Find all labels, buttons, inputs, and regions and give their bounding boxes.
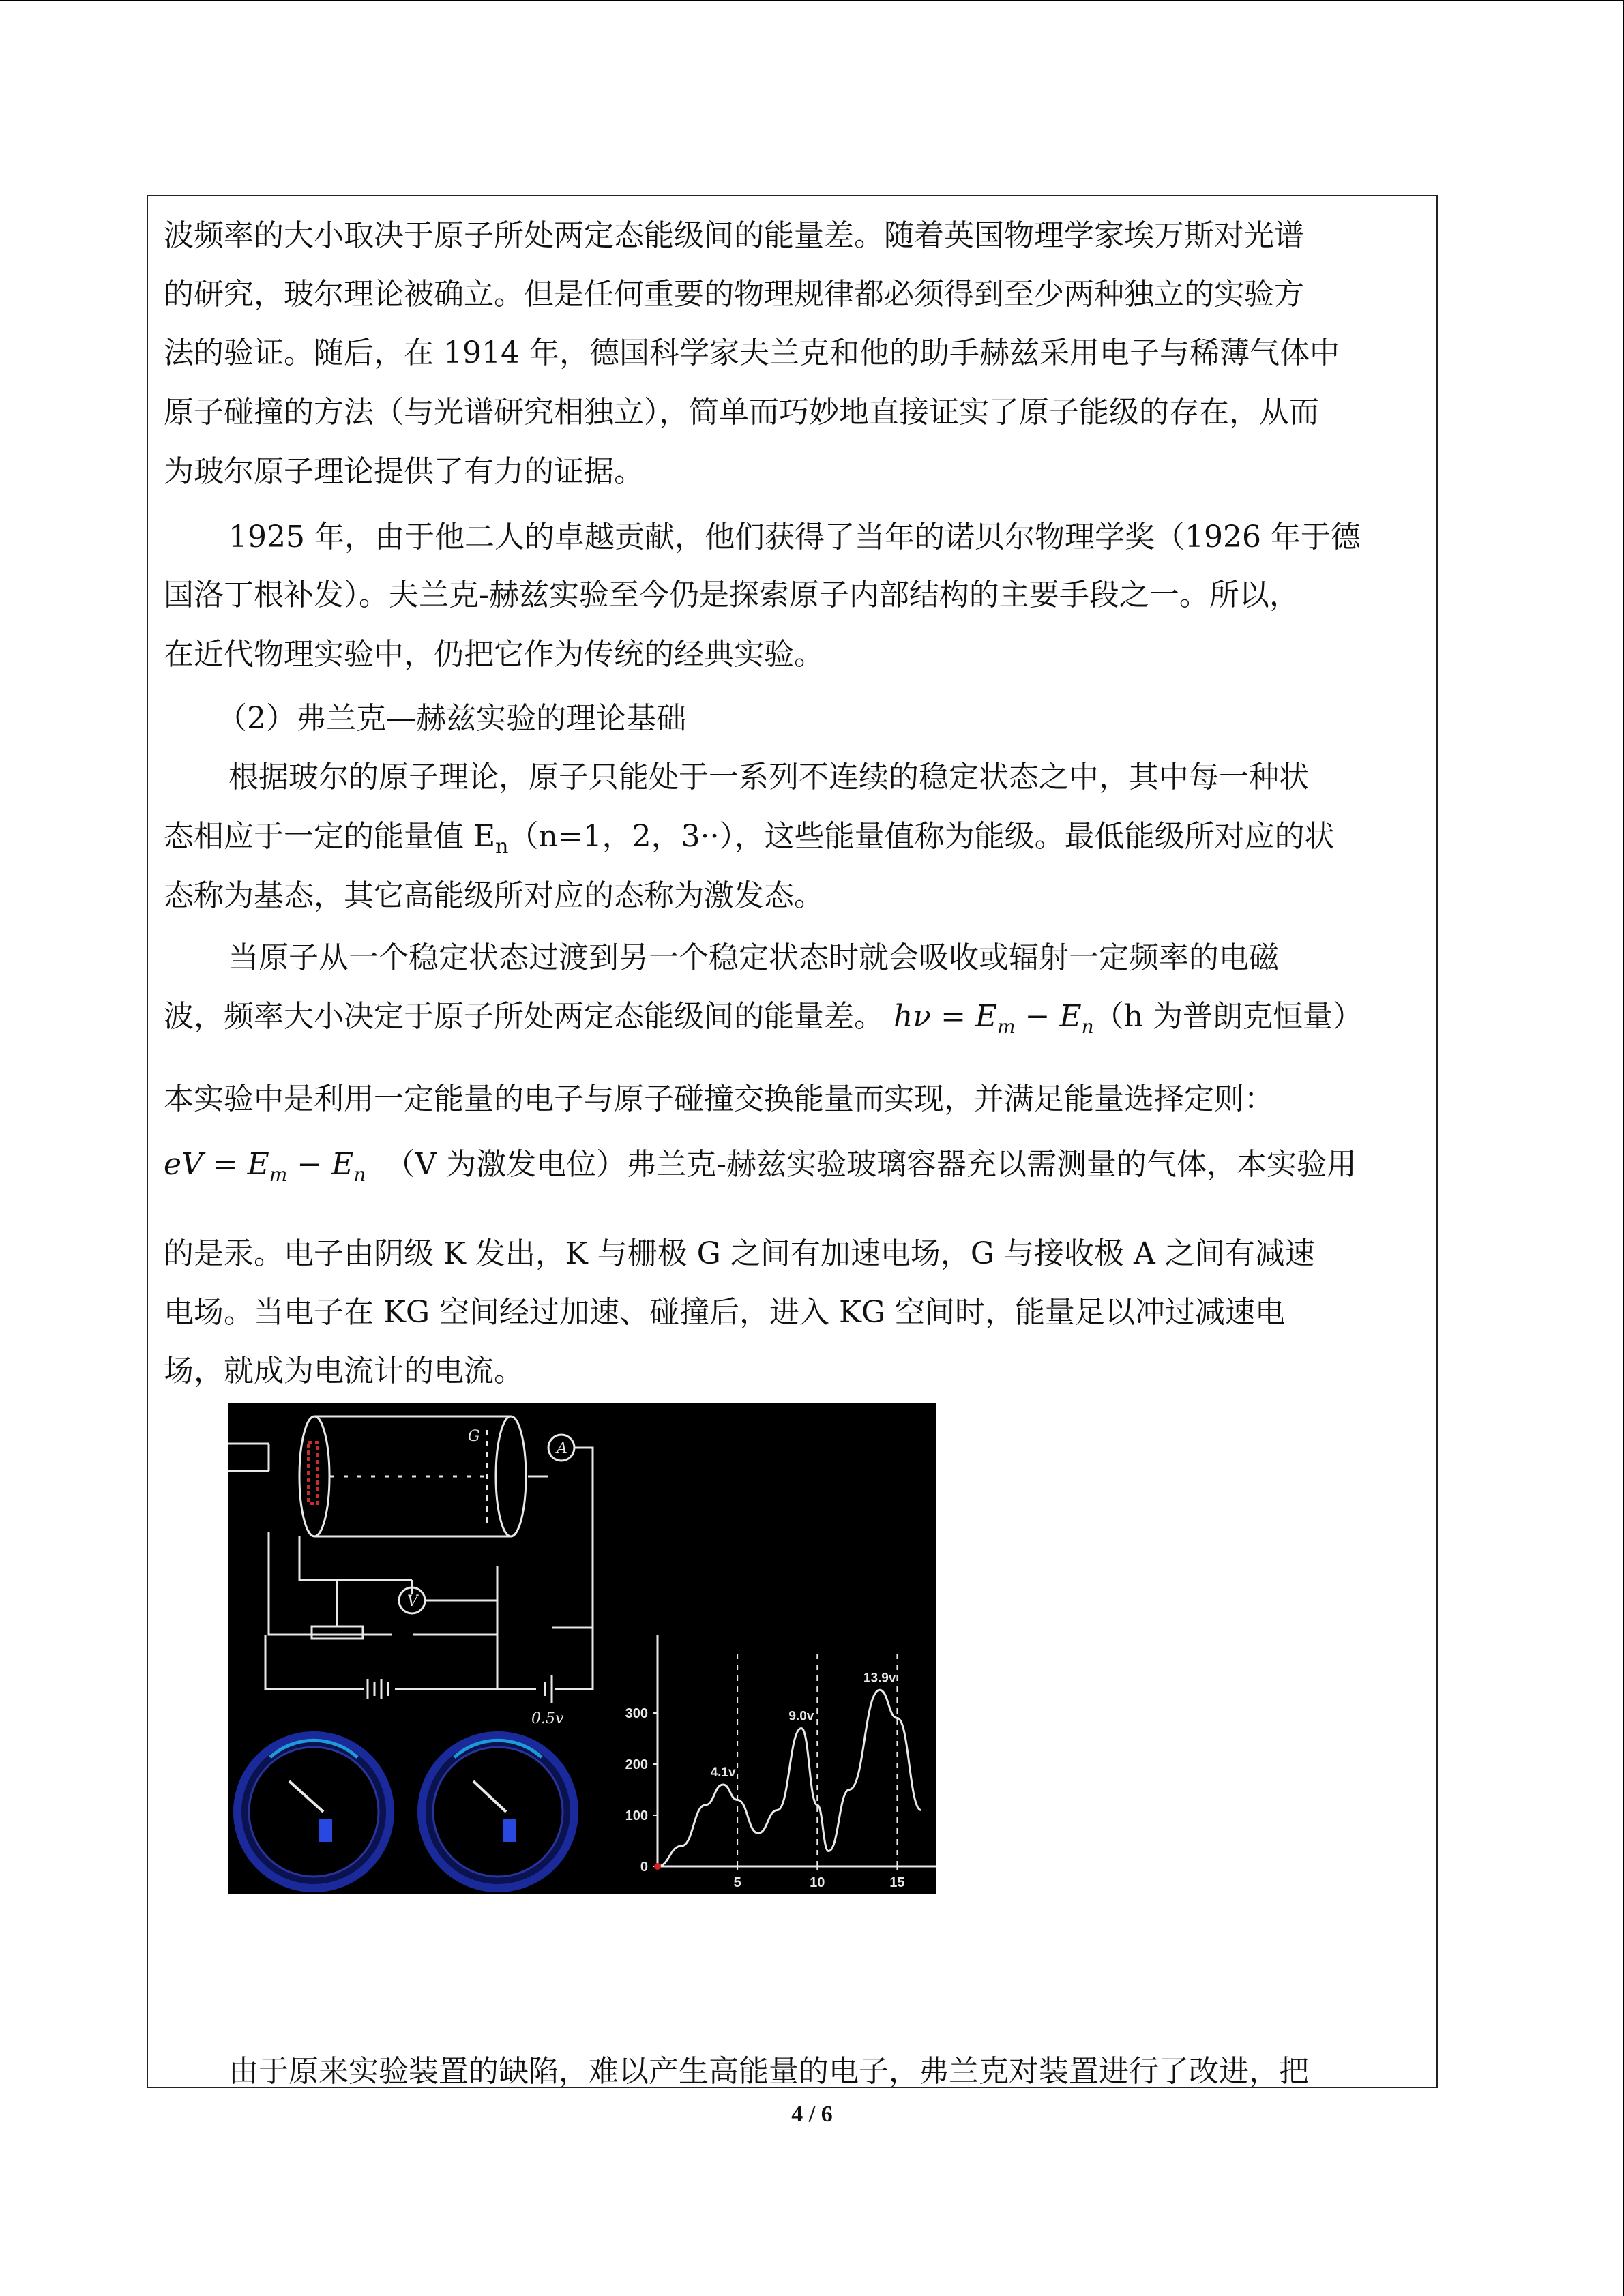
text-line: 法的验证。随后，在 1914 年，德国科学家夫兰克和他的助手赫兹采用电子与稀薄气体中 [164,336,1340,370]
page-number: 4 / 6 [791,2102,833,2127]
text-line: 态称为基态，其它高能级所对应的态称为激发态。 [164,878,824,913]
text-segment: 波，频率大小决定于原子所处两定态能级间的能量差。 [164,999,884,1034]
tube-right-end [496,1416,526,1536]
text-line: 本实验中是利用一定能量的电子与原子碰撞交换能量而实现，并满足能量选择定则： [164,1082,1274,1116]
text-line [164,995,1363,1049]
wire [269,1532,497,1635]
text-line: 国洛丁根补发）。夫兰克-赫兹实验至今仍是探索原子内部结构的主要手段之一。所以， [164,578,1299,612]
franck-hertz-curve-chart [625,1635,936,1890]
text-line: 的是汞。电子由阴级 K 发出，K 与栅极 G 之间有加速电场，G 与接收极 A 之间有减速 [164,1236,1315,1271]
filament [308,1442,318,1504]
figure-svg [228,1403,936,1894]
text-line: 场，就成为电流计的电流。 [164,1354,524,1388]
text-line: 在近代物理实验中，仍把它作为传统的经典实验。 [164,637,824,672]
y-tick-label: 300 [625,1706,648,1721]
wire [552,1448,593,1628]
text-line: 当原子从一个稳定状态过渡到另一个稳定状态时就会吸收或辐射一定频率的电磁 [228,940,1279,975]
y-tick-label: 200 [625,1757,648,1772]
page-top-border [0,0,1624,1]
label-a: A [557,1440,567,1457]
battery-small [497,1628,593,1703]
peak-label: 9.0v [788,1709,814,1724]
x-tick-label: 5 [733,1875,741,1890]
y-tick-label: 0 [640,1860,648,1875]
text-line [164,1143,1357,1197]
rheostat [312,1626,363,1639]
text-line: 由于原来实验装置的缺陷，难以产生高能量的电子，弗兰克对装置进行了改进，把 [228,2054,1309,2089]
text-segment: （h 为普朗克恒量） [1093,999,1363,1034]
text-segment: 态相应于一定的能量值 E [164,819,496,854]
label-g: G [468,1428,480,1445]
text-line: 的研究，玻尔理论被确立。但是任何重要的物理规律都必须得到至少两种独立的实验方 [164,277,1304,312]
text-line: 波频率的大小取决于原子所处两定态能级间的能量差。随着英国物理学家埃万斯对光谱 [164,218,1304,253]
y-tick-label: 100 [625,1808,648,1823]
label-voltage: 0.5v [531,1710,564,1727]
battery-main [368,1679,388,1699]
apparatus-diagram [228,1416,593,1703]
text-segment: （V 为激发电位）弗兰克-赫兹实验玻璃容器充以需测量的气体，本实验用 [385,1147,1357,1182]
text-segment: （n=1，2，3··），这些能量值称为能级。最低能级所对应的状 [508,819,1335,854]
formula-energy-freq: $h\nu = E_m - E_n$ [894,999,1094,1038]
formula-excitation: eV = $E_m - E_n$ [164,1147,366,1186]
label-v: V [407,1593,418,1610]
tube-left-end [299,1416,329,1536]
battery-left [228,1444,269,1471]
wire [299,1536,412,1594]
text-line: 根据玻尔的原子理论，原子只能处于一系列不连续的稳定状态之中，其中每一种状 [228,760,1309,794]
text-line: 1925 年，由于他二人的卓越贡献，他们获得了当年的诺贝尔物理学奖（1926 年于德 [228,520,1361,554]
x-tick-label: 15 [889,1875,905,1890]
section-heading: （2）弗兰克—赫兹实验的理论基础 [217,701,686,736]
gauge-right [422,1735,574,1888]
subscript: n [495,834,509,859]
gauge-left [237,1735,390,1888]
text-line [164,815,1335,869]
peak-label: 4.1v [710,1765,736,1780]
franck-hertz-figure [228,1403,936,1894]
x-tick-label: 10 [810,1875,825,1890]
text-line: 为玻尔原子理论提供了有力的证据。 [164,454,644,489]
text-line: 原子碰撞的方法（与光谱研究相独立），简单而巧妙地直接证实了原子能级的存在，从而 [164,395,1319,430]
peak-label: 13.9v [863,1671,896,1686]
origin-dot [654,1863,661,1870]
wire [265,1566,497,1689]
text-line: 电场。当电子在 KG 空间经过加速、碰撞后，进入 KG 空间时，能量足以冲过减速电 [164,1295,1285,1330]
